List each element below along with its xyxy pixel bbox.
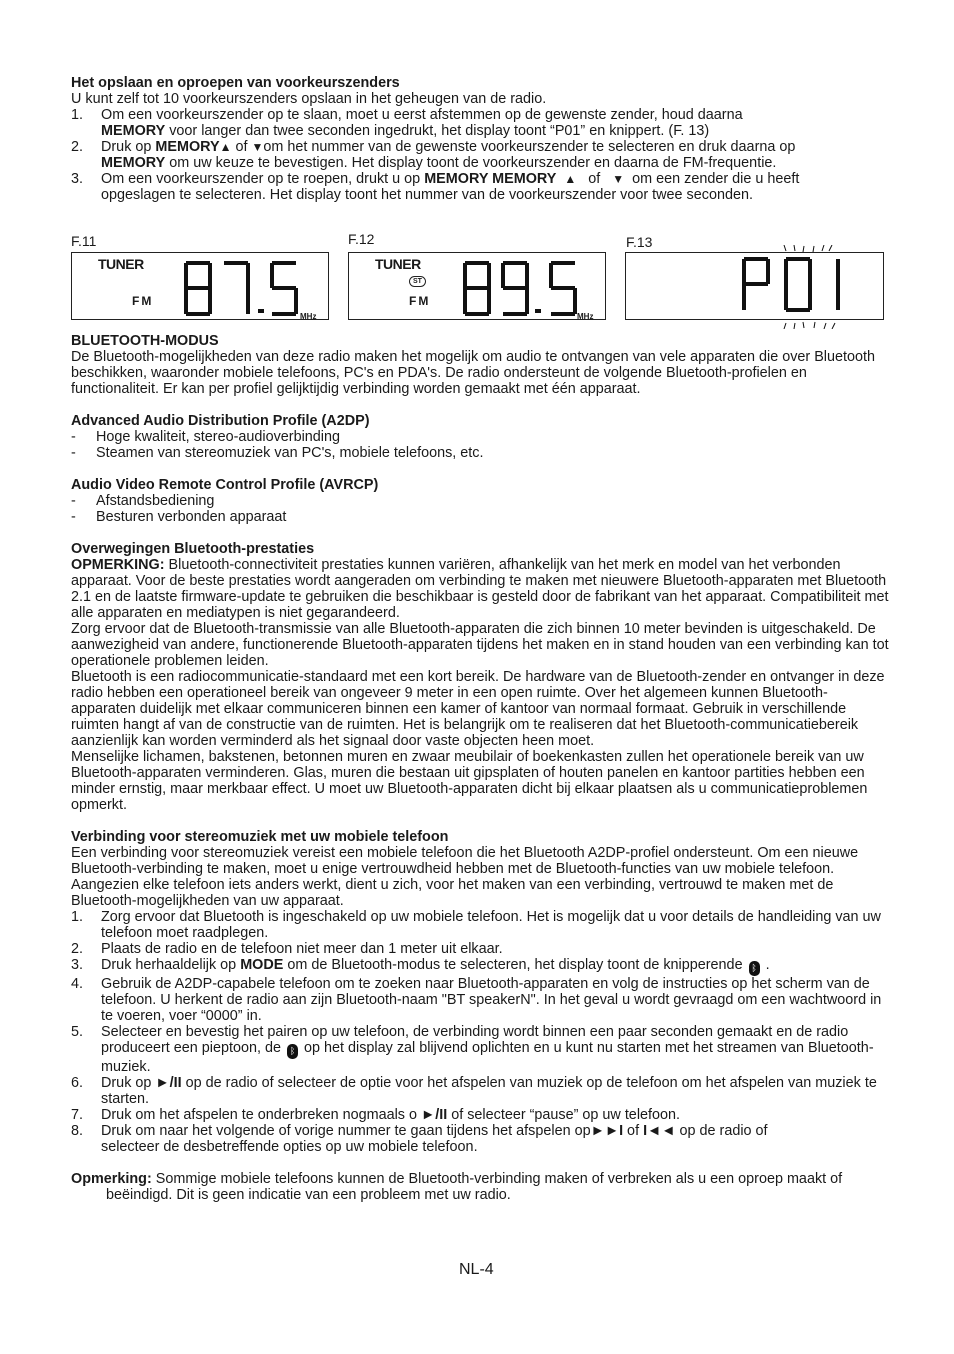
- page-number: NL-4: [459, 1261, 494, 1278]
- list-item: 3. Om een voorkeurszender op te roepen, drukt u op MEMORY MEMORY ▲ of ▼ om een zender die u heeft opgeslagen te selecteren. Het display toont het nummer van de voorkeurszender voor twee seconden.: [71, 171, 800, 203]
- figure-label: F.13: [626, 234, 653, 250]
- list-item: 2. Druk op MEMORY▲ of ▼om het nummer van de gewenste voorkeurszender te selecteren en druk daarna op MEMORY om uw keuze te bevestigen. Het display toont de voorkeurszender en daarna de FM-frequentie.: [71, 139, 796, 171]
- list-item: - Besturen verbonden apparaat: [71, 509, 287, 525]
- heading-presets: Het opslaan en oproepen van voorkeurszenders: [71, 75, 400, 91]
- arrow-down-icon: ▼: [612, 172, 625, 186]
- list-item: 8. Druk om naar het volgende of vorige nummer te gaan tijdens het afspelen op►►I of I◄◄ op de radio of selecteer de desbetreffende opties op uw mobiele telefoon.: [71, 1123, 768, 1155]
- heading-a2dp: Advanced Audio Distribution Profile (A2DP): [71, 413, 370, 429]
- lcd-display-f12: TUNER ST FM MHz: [348, 252, 606, 320]
- figure-label: F.12: [348, 231, 375, 247]
- presets-intro: U kunt zelf tot 10 voorkeurszenders opslaan in het geheugen van de radio.: [71, 91, 547, 107]
- page-content: Het opslaan en oproepen van voorkeurszenders U kunt zelf tot 10 voorkeurszenders opslaan in het geheugen van de radio. 1. Om een voorkeurszender op te slaan, moet u eerst afstemmen op de gewenste zender, houd daarna MEMORY voor langer dan twee seconden ingedrukt, het display toont “P01” en knippert. (F. 13) 2. Druk op MEMORY▲ of ▼om het nummer van de gewenste voorkeurszender te selecteren en druk daarna op MEMORY om uw keuze te bevestigen. Het display toont de voorkeurszender en daarna de FM-frequentie. 3. Om een voorkeurszender op te roepen, drukt u op MEMORY MEMORY ▲ of ▼ om een zender die u heeft opgeslagen te selecteren. Het display toont het nummer van de voorkeurszender voor twee seconden. F.11 TUNER FM MHz F.12 TUNER ST FM MHz F.13 BLUETOOTH-MODUS De Bluetooth-mogelijkheden van deze radio maken het mogelijk om audio te ontvangen van vele apparaten die over Bluetooth beschikken, waaronder mobiele telefoons, PC's en PDA's. De radio ondersteunt de volgende Bluetooth-profielen en functionaliteit. Er kan per profiel gelijktijdig verbinding worden gemaakt met één apparaat. Advanced Audio Distribution Profile (A2DP) - Hoge kwaliteit, stereo-audioverbinding - Steamen van stereomuziek van PC's, mobiele telefoons, etc. Audio Video Remote Control Profile (AVRCP) - Afstandsbediening - Besturen verbonden apparaat Overwegingen Bluetooth-prestaties OPMERKING: Bluetooth-connectiviteit prestaties kunnen variëren, afhankelijk van het merk en model van het verbonden apparaat. Voor de beste prestaties wordt aangeraden om verbinding te maken met nieuwere Bluetooth-apparaten met Bluetooth 2.1 en de laatste firmware-update te gebruiken die beschikbaar is gesteld door de fabrikant van het apparaat. Compatibiliteit met alle apparaten en mediatypen is niet gegarandeerd. Zorg ervoor dat de Bluetooth-transmissie van alle Bluetooth-apparaten die zich binnen 10 meter bevinden is uitgeschakeld. De aanwezigheid van andere, functionerende Bluetooth-apparaten tijdens het maken en in stand houden van een verbinding kan tot operationele problemen leiden. Bluetooth is een radiocommunicatie-standaard met een kort bereik. De hardware van de Bluetooth-zender en ontvanger in deze radio hebben een operationeel bereik van ongeveer 9 meter in een open ruimte. Over het algemeen kunnen Bluetooth-apparaten duidelijk met elkaar communiceren binnen een kamer of kantoor van normaal formaat. Gebruik in verschillende ruimten hangt af van de constructie van de ruimten. Het is belangrijk om te realiseren dat het Bluetooth-communicatiebereik aanzienlijk kan worden verminderd als het signaal door vaste objecten heen moet. Menselijke lichamen, bakstenen, betonnen muren en zwaar meubilair of boekenkasten zullen het operationele bereik van uw Bluetooth-apparaten verminderen. Glas, muren die bestaan uit gipsplaten of houten panelen en kantoor partities hebben een minder ernstig, maar merkbaar effect. U moet uw Bluetooth-apparaten dicht bij elkaar plaatsen als u communicatieproblemen opmerkt. Verbinding voor stereomuziek met uw mobiele telefoon Een verbinding voor stereomuziek vereist een mobiele telefoon die het Bluetooth A2DP-profiel ondersteunt. Om een nieuwe Bluetooth-verbinding te maken, moet u enige vertrouwdheid hebben met de Bluetooth-functies van uw mobiele telefoon. Aangezien elke telefoon iets anders werkt, dient u zich, voor het maken van een verbinding, vertrouwd te maken met de Bluetooth-mogelijkheden van uw apparaat. 1. Zorg ervoor dat Bluetooth is ingeschakeld op uw mobiele telefoon. Het is mogelijk dat u voor details de handleiding van uw telefoon moet raadplegen. 2. Plaats de radio en de telefoon niet meer dan 1 meter uit elkaar. 3. Druk herhaaldelijk op MODE om de Bluetooth-modus te selecteren, het display toont de knipperende ᛒ . 4. Gebruik de A2DP-capabele telefoon om te zoeken naar Bluetooth-apparaten en volg de instructies op het scherm van de telefoon. U herkent de radio aan zijn Bluetooth-naam "BT speakerN". In het geval u wordt gevraagd om een wachtwoord in te voeren, voer “0000” in. 5. Selecteer en bevestig het pairen op uw telefoon, de verbinding wordt binnen een paar seconden gemaakt en de radio produceert een pieptoon, de ᛒ op het display zal blijvend oplichten en u kunt nu starten met het streamen van Bluetooth-muziek. 6. Druk op ►/II op de radio of selecteer de optie voor het afspelen van muziek op de telefoon om het afspelen van muziek te starten. 7. Druk om het afspelen te onderbreken nogmaals o ►/II of selecteer “pause” op uw telefoon. 8. Druk om naar het volgende of vorige nummer te gaan tijdens het afspelen op►►I of I◄◄ op de radio of selecteer de desbetreffende opties op uw mobiele telefoon. Opmerking: Sommige mobiele telefoons kunnen de Bluetooth-verbinding maken of verbreken als u een oproep maakt of beëindigd. Dit is geen indicatie van een probleem met uw radio.: [71, 75, 891, 1203]
- list-item: - Hoge kwaliteit, stereo-audioverbinding: [71, 429, 340, 445]
- preset-digits-blinking: [736, 245, 886, 329]
- list-item: 1. Zorg ervoor dat Bluetooth is ingeschakeld op uw mobiele telefoon. Het is mogelijk dat u voor details de handleiding van uw telefoon moet raadplegen.: [71, 909, 881, 941]
- lcd-display-f13: [625, 252, 884, 320]
- arrow-up-icon: ▲: [219, 140, 232, 154]
- list-item: 7. Druk om het afspelen te onderbreken nogmaals o ►/II of selecteer “pause” op uw telefoon.: [71, 1107, 681, 1123]
- list-item: 5. Selecteer en bevestig het pairen op uw telefoon, de verbinding wordt binnen een paar seconden gemaakt en de radio produceert een pieptoon, de ᛒ op het display zal blijvend oplichten en u kunt nu starten met het streamen van Bluetooth-muziek.: [71, 1024, 874, 1075]
- play-pause-icon: ►/II: [155, 1075, 182, 1091]
- stereo-icon: ST: [409, 276, 426, 287]
- list-item: - Steamen van stereomuziek van PC's, mobiele telefoons, etc.: [71, 445, 484, 461]
- bluetooth-icon: ᛒ: [287, 1044, 298, 1059]
- heading-avrcp: Audio Video Remote Control Profile (AVRCP): [71, 477, 379, 493]
- arrow-down-icon: ▼: [251, 140, 264, 154]
- figure-label: F.11: [71, 233, 97, 249]
- heading-performance: Overwegingen Bluetooth-prestaties: [71, 541, 315, 557]
- display-figures: [71, 215, 891, 333]
- previous-track-icon: I◄◄: [643, 1123, 676, 1139]
- play-pause-icon: ►/II: [420, 1107, 448, 1123]
- list-item: 3. Druk herhaaldelijk op MODE om de Bluetooth-modus te selecteren, het display toont de knipperende ᛒ .: [71, 957, 891, 976]
- note: Opmerking: Sommige mobiele telefoons kunnen de Bluetooth-verbinding maken of verbreken als u een oproep maakt of beëindigd. Dit is geen indicatie van een probleem met uw radio.: [71, 1171, 843, 1203]
- heading-bluetooth: BLUETOOTH-MODUS: [71, 333, 219, 349]
- lcd-display-f11: TUNER FM MHz: [71, 252, 329, 320]
- bluetooth-icon: ᛒ: [749, 961, 760, 976]
- list-item: 2. Plaats de radio en de telefoon niet meer dan 1 meter uit elkaar.: [71, 941, 503, 957]
- next-track-icon: ►►I: [590, 1123, 624, 1139]
- list-item: 1. Om een voorkeurszender op te slaan, moet u eerst afstemmen op de gewenste zender, houd daarna MEMORY voor langer dan twee seconden ingedrukt, het display toont “P01” en knippert. (F. 13): [71, 107, 743, 139]
- list-item: 4. Gebruik de A2DP-capabele telefoon om te zoeken naar Bluetooth-apparaten en volg de instructies op het scherm van de telefoon. U herkent de radio aan zijn Bluetooth-naam "BT speakerN". In het geval u wordt gevraagd om een wachtwoord in te voeren, voer “0000” in.: [71, 976, 882, 1024]
- arrow-up-icon: ▲: [564, 172, 577, 186]
- heading-stereo-connection: Verbinding voor stereomuziek met uw mobiele telefoon: [71, 829, 449, 845]
- list-item: 6. Druk op ►/II op de radio of selecteer de optie voor het afspelen van muziek op de telefoon om het afspelen van muziek te starten.: [71, 1075, 877, 1107]
- list-item: - Afstandsbediening: [71, 493, 215, 509]
